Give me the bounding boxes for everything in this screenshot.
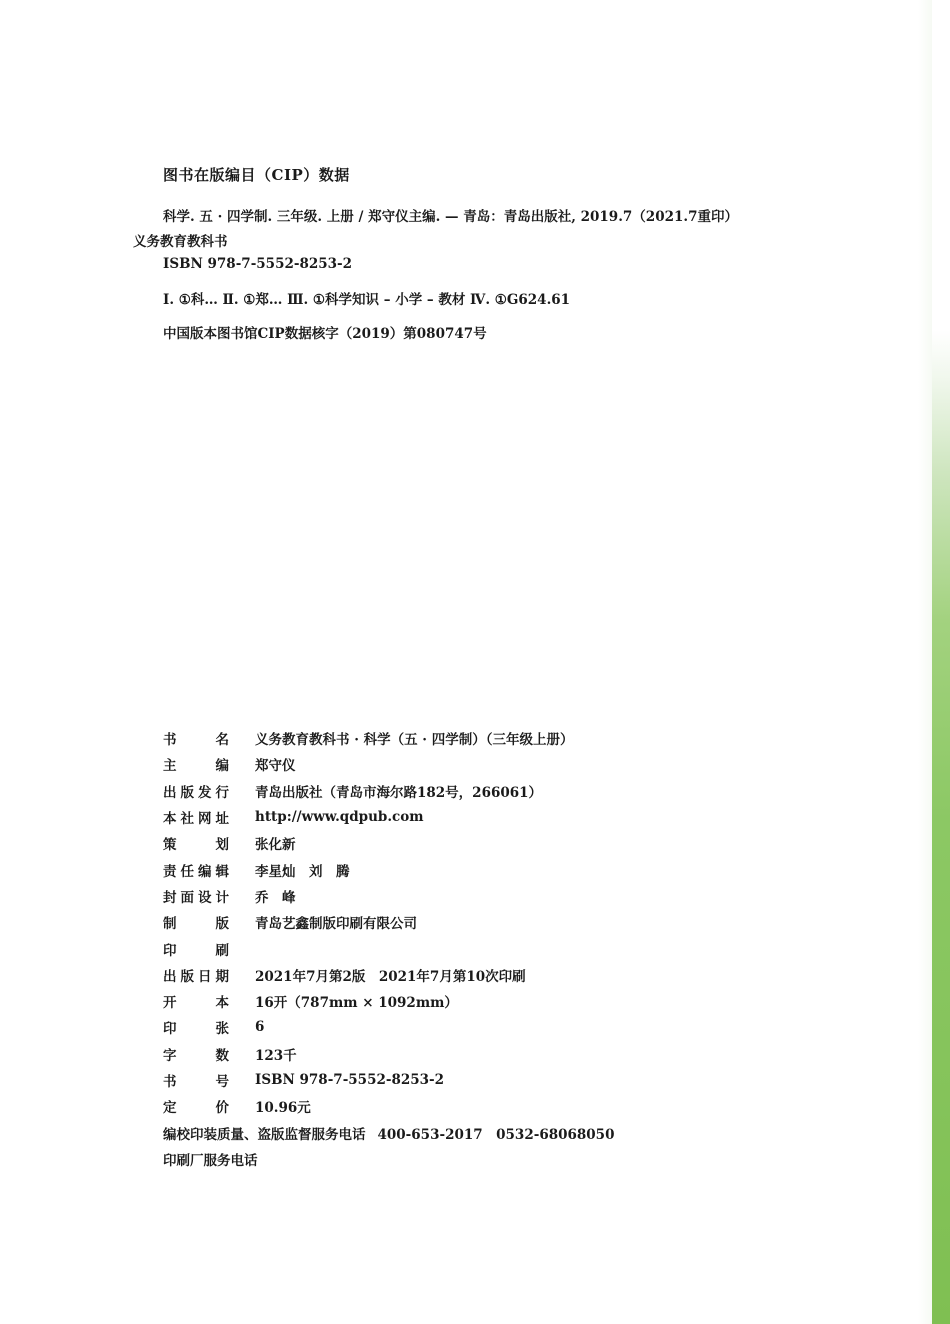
colophon-value: 400-653-2017 0532-68068050 <box>377 1126 615 1143</box>
decorative-edge-fade <box>918 0 932 1324</box>
colophon-row-planner <box>163 830 803 856</box>
colophon-row-isbn <box>163 1067 803 1093</box>
decorative-green-edge <box>932 0 950 1324</box>
colophon-label: 印张 <box>163 1021 229 1038</box>
cip-title: 图书在版编目（CIP）数据 <box>163 166 350 184</box>
cip-line-series: 义务教育教科书 <box>133 234 228 250</box>
colophon-label: 书号 <box>163 1074 229 1090</box>
colophon-value: 10.96元 <box>255 1100 311 1117</box>
colophon-value: 6 <box>255 1019 265 1036</box>
colophon-row-responsible-editor <box>163 856 803 882</box>
colophon-value: 郑守仪 <box>255 758 296 775</box>
colophon-row-book-name <box>163 725 803 751</box>
colophon-label: 字数 <box>163 1047 229 1064</box>
cip-line-isbn: ISBN 978-7-5552-8253-2 <box>163 256 353 272</box>
colophon-row-cover-design <box>163 883 803 909</box>
colophon-label: 主编 <box>163 758 229 775</box>
cip-line-record-number: 中国版本图书馆CIP数据核字（2019）第080747号 <box>163 326 487 342</box>
colophon-value: 青岛艺鑫制版印刷有限公司 <box>255 916 417 933</box>
colophon <box>163 725 803 1172</box>
colophon-label: 出版发行 <box>163 784 229 801</box>
colophon-row-hotline <box>163 1119 803 1145</box>
colophon-row-pub-date <box>163 962 803 988</box>
colophon-row-publisher <box>163 778 803 804</box>
colophon-label: 书名 <box>163 732 229 749</box>
cip-line-title: 科学. 五 · 四学制. 三年级. 上册 / 郑守仪主编. — 青岛：青岛出版社, 2019.7（2021.7重印） <box>163 209 738 225</box>
colophon-label: 编校印装质量、盗版监督服务电话 <box>163 1126 366 1143</box>
colophon-label: 封面设计 <box>163 889 229 906</box>
cip-line-classification: Ⅰ. ①科… Ⅱ. ①郑… Ⅲ. ①科学知识 – 小学 – 教材 Ⅳ. ①G624.61 <box>163 292 571 308</box>
colophon-label: 策划 <box>163 837 229 854</box>
colophon-label: 制版 <box>163 916 229 933</box>
colophon-row-sheets <box>163 1014 803 1040</box>
colophon-label: 印刷厂服务电话 <box>163 1152 258 1169</box>
colophon-value: 张化新 <box>255 837 296 854</box>
colophon-row-printer-hotline <box>163 1146 803 1172</box>
colophon-value: 李星灿 刘 腾 <box>255 863 350 880</box>
colophon-label: 本社网址 <box>163 811 229 828</box>
colophon-value: 123千 <box>255 1047 297 1064</box>
colophon-label: 出版日期 <box>163 968 229 985</box>
colophon-row-printing <box>163 935 803 961</box>
colophon-label: 定价 <box>163 1100 229 1117</box>
colophon-row-price <box>163 1093 803 1119</box>
colophon-row-plate-making <box>163 909 803 935</box>
colophon-label: 开本 <box>163 995 229 1012</box>
colophon-label: 印刷 <box>163 942 229 959</box>
colophon-value: 义务教育教科书 · 科学（五 · 四学制）（三年级上册） <box>255 732 574 749</box>
colophon-row-format <box>163 988 803 1014</box>
colophon-label: 责任编辑 <box>163 863 229 880</box>
colophon-value: ISBN 978-7-5552-8253-2 <box>255 1072 445 1088</box>
colophon-value: 乔 峰 <box>255 889 296 906</box>
colophon-value: 2021年7月第2版 2021年7月第10次印刷 <box>255 968 526 985</box>
colophon-row-editor <box>163 751 803 777</box>
colophon-row-word-count <box>163 1041 803 1067</box>
website-link[interactable]: http://www.qdpub.com <box>255 809 424 826</box>
colophon-row-website <box>163 804 803 830</box>
colophon-value: 16开（787mm × 1092mm） <box>255 995 458 1012</box>
colophon-value: 青岛出版社（青岛市海尔路182号，266061） <box>255 784 543 801</box>
